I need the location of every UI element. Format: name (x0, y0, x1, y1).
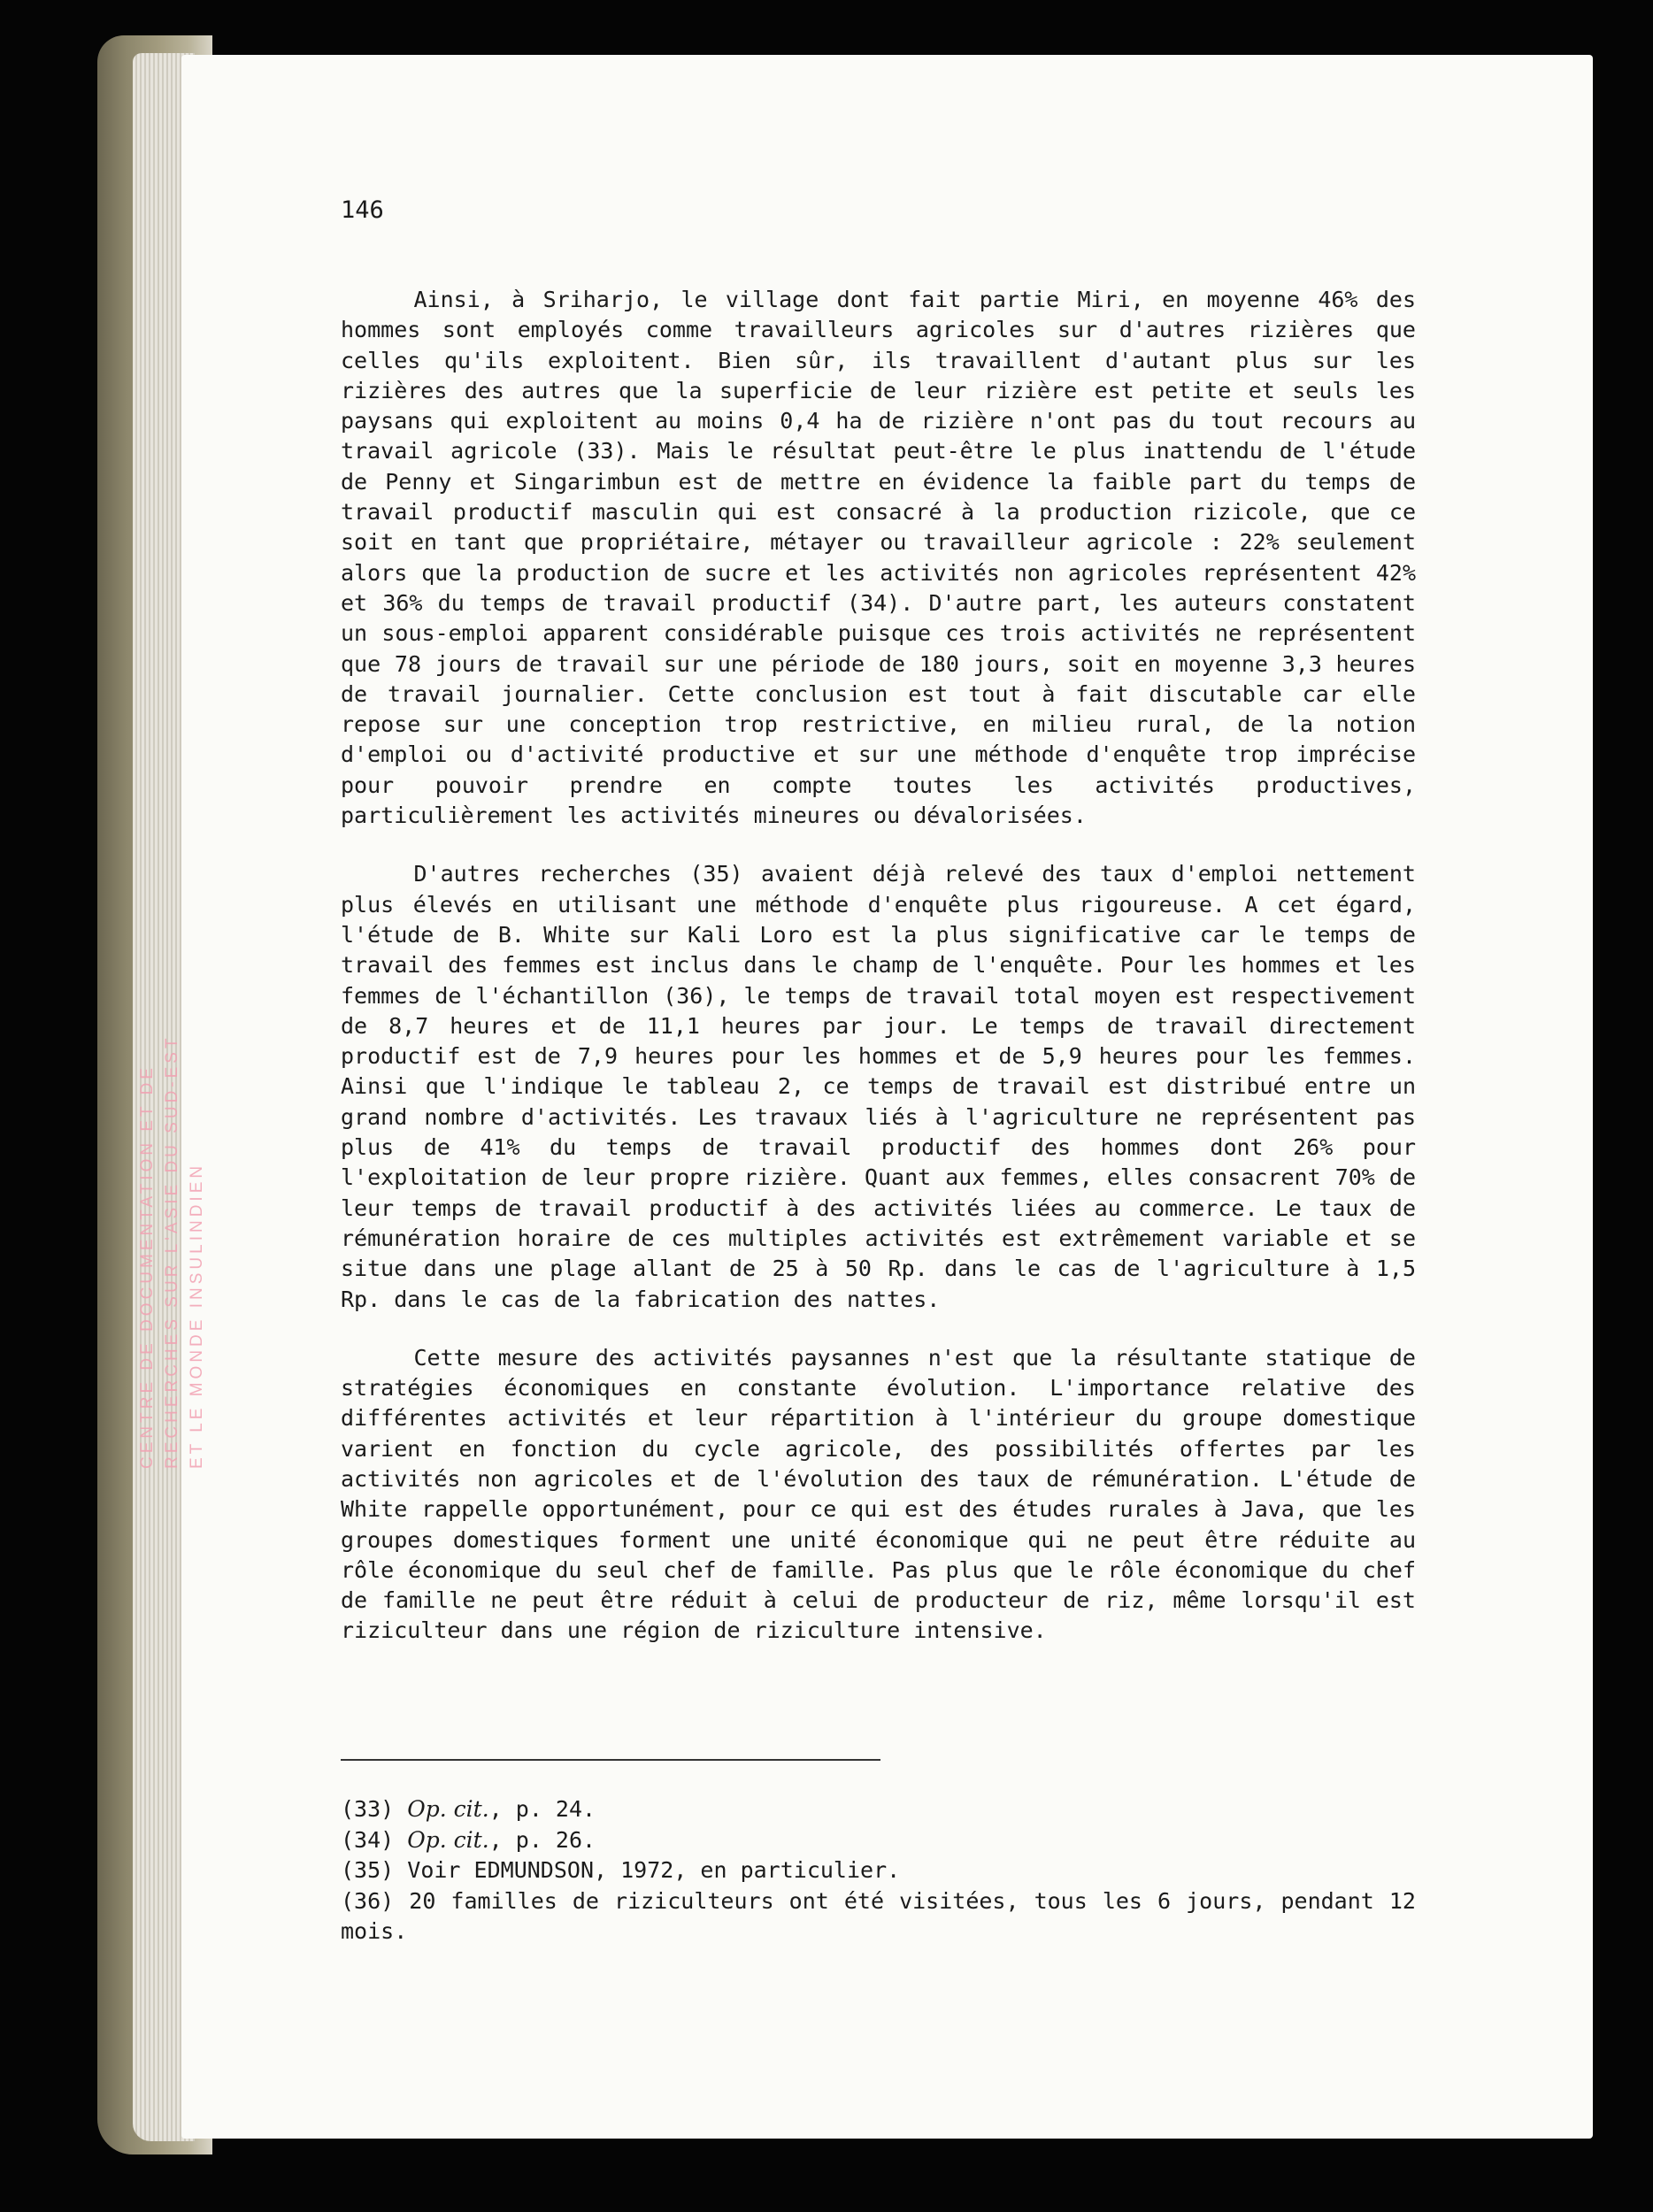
footnote-divider (341, 1759, 880, 1761)
footnote-number: (34) (341, 1826, 395, 1853)
footnote-text: 20 familles de riziculteurs ont été visitées, tous les 6 jours, pendant 12 mois. (341, 1887, 1416, 1944)
footnote (341, 1886, 1416, 1947)
stamp-line-2: RECHERCHES SUR L'ASIE DU SUD-EST (163, 1034, 181, 1469)
footnote-number: (36) (341, 1887, 395, 1914)
library-stamp (133, 902, 239, 1469)
footnote (341, 1855, 1416, 1886)
footnote-text: , p. 24. (488, 1796, 596, 1822)
stamp-line-3: ET LE MONDE INSULINDIEN (188, 1162, 206, 1469)
footnote-number: (35) (341, 1857, 395, 1883)
footnote-italic: Op. cit. (407, 1796, 489, 1822)
footnote-number: (33) (341, 1796, 395, 1822)
stamp-line-1: CENTRE DE DOCUMENTATION ET DE (138, 1064, 157, 1469)
footnote-text: Voir EDMUNDSON, 1972, en particulier. (407, 1857, 901, 1883)
paragraph: Cette mesure des activités paysannes n'est que la résultante statique de stratégies économiques en constante évolution. L'importance relative des différentes activités et leur répartition à l'intérieur du groupe domestique varient en fonction du cycle agricole, des possibilités offertes par les activités non agricoles et de l'évolution des taux de rémunération. L'étude de White rappelle opportunément, pour ce qui est des études rurales à Java, que les groupes domestiques forment une unité économique qui ne peut être réduite au rôle économique du seul chef de famille. Pas plus que le rôle économique du chef de famille ne peut être réduit à celui de producteur de riz, même lorsqu'il est riziculteur dans une région de riziculture intensive. (341, 1344, 1416, 1644)
body-text (341, 285, 1416, 1675)
footnote-text: , p. 26. (488, 1826, 596, 1853)
footnotes-list (341, 1794, 1416, 1947)
paragraph: D'autres recherches (35) avaient déjà relevé des taux d'emploi nettement plus élevés en utilisant une méthode d'enquête plus rigoureuse. A cet égard, l'étude de B. White sur Kali Loro est la plus significative car le temps de travail des femmes est inclus dans le champ de l'enquête. Pour les hommes et les femmes de l'échantillon (36), le temps de travail total moyen est respectivement de 8,7 heures et de 11,1 heures par jour. Le temps de travail directement productif est de 7,9 heures pour les hommes et de 5,9 heures pour les femmes. Ainsi que l'indique le tableau 2, ce temps de travail est distribué entre un grand nombre d'activités. Les travaux liés à l'agriculture ne représentent pas plus de 41% du temps de travail productif des hommes dont 26% pour l'exploitation de leur propre rizière. Quant aux femmes, elles consacrent 70% de leur temps de travail productif à des activités liées au commerce. Le taux de rémunération horaire de ces multiples activités est extrêmement variable et se situe dans une plage allant de 25 à 50 Rp. dans le cas de l'agriculture à 1,5 Rp. dans le cas de la fabrication des nattes. (341, 861, 1416, 1312)
footnote-italic: Op. cit. (407, 1826, 489, 1853)
footnote (341, 1794, 1416, 1825)
page-number: 146 (341, 196, 384, 224)
footnote (341, 1825, 1416, 1856)
paragraph: Ainsi, à Sriharjo, le village dont fait partie Miri, en moyenne 46% des hommes sont employés comme travailleurs agricoles sur d'autres rizières que celles qu'ils exploitent. Bien sûr, ils travaillent d'autant plus sur les rizières des autres que la superficie de leur rizière est petite et seuls les paysans qui exploitent au moins 0,4 ha de rizière n'ont pas du tout recours au travail agricole (33). Mais le résultat peut-être le plus inattendu de l'étude de Penny et Singarimbun est de mettre en évidence la faible part du temps de travail productif masculin qui est consacré à la production rizicole, que ce soit en tant que propriétaire, métayer ou travailleur agricole : 22% seulement alors que la production de sucre et les activités non agricoles représentent 42% et 36% du temps de travail productif (34). D'autre part, les auteurs constatent un sous-emploi apparent considérable puisque ces trois activités ne représentent que 78 jours de travail sur une période de 180 jours, soit en moyenne 3,3 heures de travail journalier. Cette conclusion est tout à fait discutable car elle repose sur une conception trop restrictive, en milieu rural, de la notion d'emploi ou d'activité productive et sur une méthode d'enquête trop imprécise pour pouvoir prendre en compte toutes les activités productives, particulièrement les activités mineures ou dévalorisées. (341, 287, 1416, 829)
